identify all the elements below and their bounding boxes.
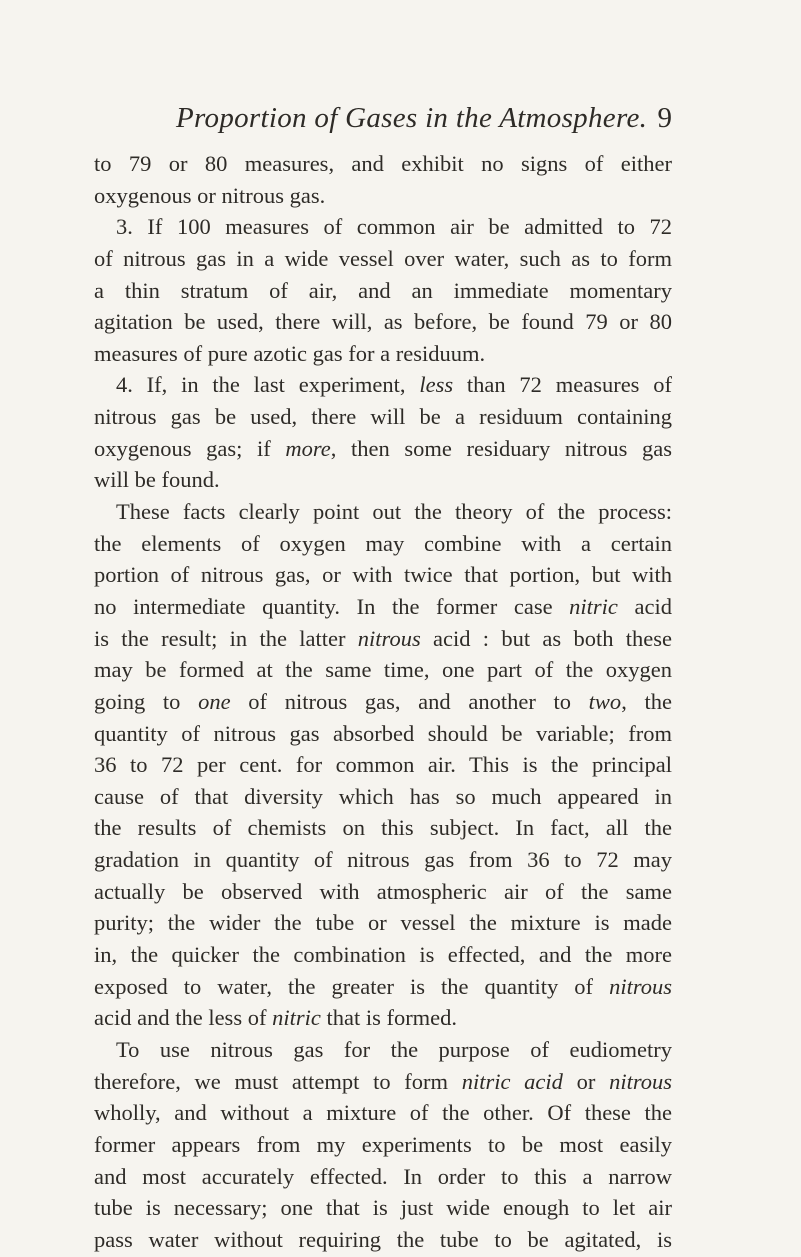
running-head (94, 98, 672, 138)
running-title: Proportion of Gases in the Atmosphere. (176, 102, 648, 134)
text-line: in, the quicker the combination is effected, and the more (94, 942, 672, 968)
text-line: 36 to 72 per cent. for common air. This is the principal (94, 752, 672, 778)
text-line: oxygenous gas; if more, then some residuary nitrous gas (94, 435, 672, 461)
text-line: measures of pure azotic gas for a residuum. (94, 340, 486, 366)
text-line: cause of that diversity which has so much appeared in (94, 783, 672, 809)
text-line: is the result; in the latter nitrous acid : but as both these (94, 625, 672, 651)
text-line: a thin stratum of air, and an immediate momentary (94, 277, 672, 303)
text-line: therefore, we must attempt to form nitric acid or nitrous (94, 1068, 673, 1094)
text-line: the results of chemists on this subject. In fact, all the (94, 815, 672, 841)
text-line: to 79 or 80 measures, and exhibit no signs of either (94, 151, 672, 176)
text-line: pass water without requiring the tube to be agitated, is (94, 1226, 672, 1252)
text-line: going to one of nitrous gas, and another to two, the (94, 688, 672, 714)
text-line: tube is necessary; one that is just wide enough to let air (94, 1195, 672, 1221)
text-line: 3. If 100 measures of common air be admitted to 72 (116, 214, 672, 240)
text-line: may be formed at the same time, one part of the oxygen (94, 657, 672, 683)
text-line: wholly, and without a mixture of the other. Of these the (94, 1100, 672, 1126)
text-line: no intermediate quantity. In the former case nitric acid (94, 593, 672, 619)
text-line: nitrous gas be used, there will be a residuum containing (94, 404, 672, 430)
text-line: former appears from my experiments to be most easily (94, 1131, 672, 1157)
text-line: portion of nitrous gas, or with twice that portion, but with (94, 562, 672, 588)
text-line: These facts clearly point out the theory of the process: (116, 499, 672, 525)
text-line: acid and the less of nitric that is formed. (94, 1005, 458, 1031)
text-line: To use nitrous gas for the purpose of eudiometry (116, 1036, 672, 1062)
page-number: 9 (657, 102, 672, 134)
text-line: of nitrous gas in a wide vessel over water, such as to form (94, 245, 672, 271)
text-line: 4. If, in the last experiment, less than 72 measures of (116, 372, 672, 398)
text-line: exposed to water, the greater is the quantity of nitrous (94, 973, 672, 999)
text-line: actually be observed with atmospheric air of the same (94, 878, 672, 904)
text-line: the elements of oxygen may combine with a certain (94, 530, 672, 556)
body-text (94, 148, 672, 1255)
text-line: gradation in quantity of nitrous gas from 36 to 72 may (94, 847, 672, 873)
text-line: agitation be used, there will, as before, be found 79 or 80 (94, 309, 672, 335)
text-line: oxygenous or nitrous gas. (94, 182, 326, 208)
text-line: quantity of nitrous gas absorbed should be variable; from (94, 720, 672, 746)
text-line: and most accurately effected. In order to this a narrow (94, 1163, 672, 1189)
text-line: will be found. (94, 467, 220, 493)
text-line: purity; the wider the tube or vessel the mixture is made (94, 910, 672, 936)
